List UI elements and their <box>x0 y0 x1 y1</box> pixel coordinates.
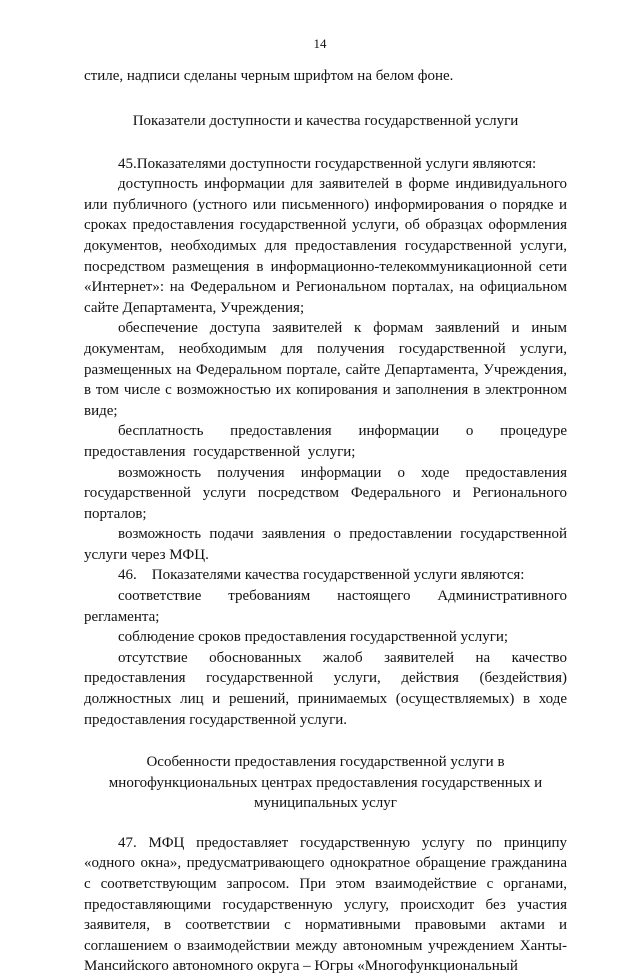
paragraph-46-title: 46. Показателями качества государственной услуги являются: <box>118 567 525 584</box>
intro-line: стиле, надписи сделаны черным шрифтом на белом фоне. <box>84 68 454 84</box>
paragraph-46-item: отсутствие обоснованных жалоб заявителей на качество предоставления государственной услуги, действия (бездействия) должностных лиц и решений, принимаемых (осуществляемых) в ходе предоставления государственной услуги. <box>84 649 567 728</box>
page-number: 14 <box>313 36 327 51</box>
page-content <box>84 66 567 977</box>
heading-line: многофункциональных центрах предоставления государственных и <box>108 774 543 791</box>
paragraph-46-item: соответствие требованиям настоящего Административного регламента; <box>84 588 567 625</box>
paragraph-45-item: бесплатность предоставления информации о процедуре предоставления государственной услуги; <box>84 423 567 460</box>
paragraph-45-item: возможность получения информации о ходе предоставления государственной услуги посредством Федерального и Регионального порталов; <box>84 464 567 522</box>
paragraph-47: 47. МФЦ предоставляет государственную услугу по принципу «одного окна», предусматривающего однократное обращение гражданина с соответствующим запросом. При этом взаимодействие с органами, предоставляющими государственную услугу, происходит без участия заявителя, в соответствии с нормативными правовыми актами и соглашением о взаимодействии между автономным учреждением Ханты-Мансийского автономного округа – Югры «Многофункциональный <box>84 834 567 975</box>
paragraph-45-item: возможность подачи заявления о предоставлении государственной услуги через МФЦ. <box>84 526 567 563</box>
paragraph-46-item: соблюдение сроков предоставления государственной услуги; <box>118 629 509 646</box>
paragraph-45-item: обеспечение доступа заявителей к формам заявлений и иным документам, необходимым для получения государственной услуги, размещенных на Федеральном портале, сайте Департамента, Учреждения, в том числе с возможностью их копирования и заполнения в электронном виде; <box>84 320 567 419</box>
paragraph-45-item: доступность информации для заявителей в форме индивидуального или публичного (устного или письменного) информирования о порядке и сроках предоставления государственной услуги, об образцах оформления документов, необходимых для предоставления государственной услуги, посредством размещения в информационно-телекоммуникационной сети «Интернет»: на Федеральном и Региональном порталах, на официальном сайте Департамента, Учреждения; <box>84 176 567 316</box>
section-heading-accessibility: Показатели доступности и качества государственной услуги <box>132 112 519 129</box>
heading-line: муниципальных услуг <box>254 795 397 812</box>
heading-line: Особенности предоставления государственной услуги в <box>146 754 505 771</box>
paragraph-45-title: 45.Показателями доступности государственной услуги являются: <box>118 155 537 172</box>
section-heading-mfc <box>84 752 567 814</box>
